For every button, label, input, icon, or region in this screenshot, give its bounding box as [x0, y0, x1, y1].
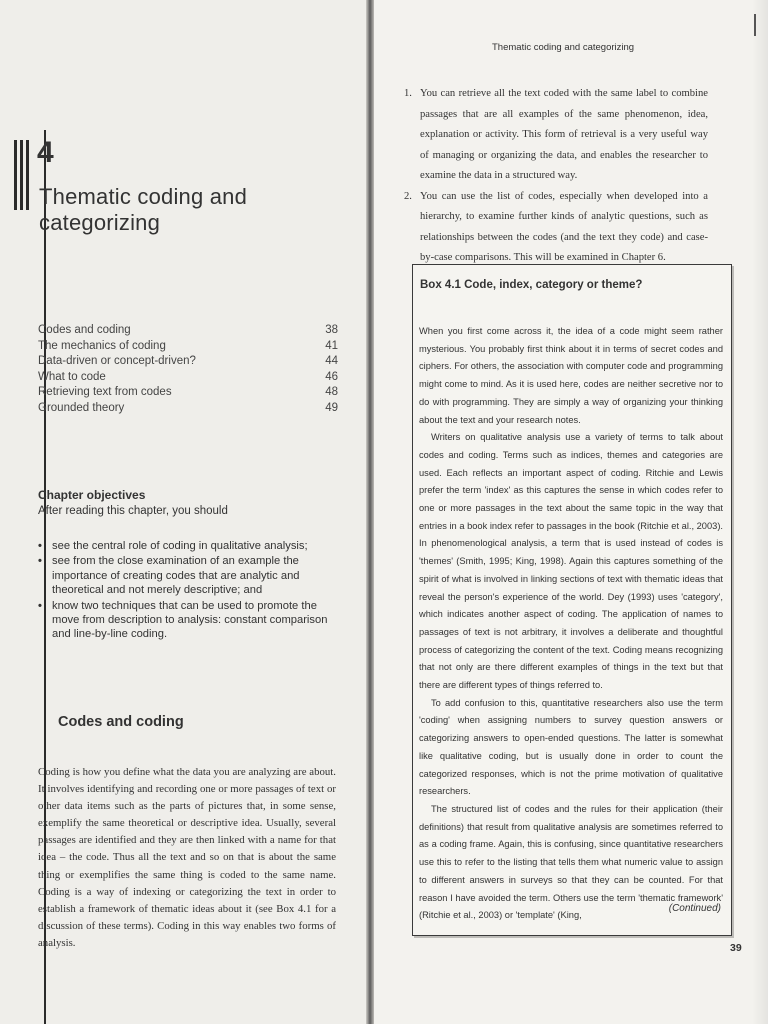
toc-page: 48 [325, 386, 338, 398]
toc-label: Data-driven or concept-driven? [38, 355, 196, 367]
list-number: 1. [404, 88, 412, 99]
toc-row [38, 401, 338, 417]
box-title: Box 4.1 Code, index, category or theme? [420, 279, 643, 291]
chapter-title: Thematic coding and categorizing [39, 184, 248, 235]
page-edge-shadow [752, 0, 768, 1024]
page-number: 39 [730, 942, 742, 954]
toc-row [38, 354, 338, 370]
toc-label: Grounded theory [38, 401, 125, 414]
chapter-objectives [38, 488, 338, 643]
scan-edge-mark [754, 14, 756, 36]
list-item [404, 84, 708, 187]
toc-row [38, 385, 338, 401]
box-continued-label: (Continued) [668, 903, 721, 914]
chapter-number: 4 [37, 136, 54, 169]
toc-page: 38 [325, 324, 338, 336]
section-heading: Codes and coding [58, 714, 184, 730]
box-paragraph: To add confusion to this, quantitative researchers also use the term 'coding' when assigning numbers to survey question answers or categorizing answers to open-ended questions. The latter is somewhat like qualitative coding, but is usually done in order to count the categorized responses, which is not the prime motivation of qualitative researchers. [419, 697, 723, 797]
book-gutter [366, 0, 374, 1024]
list-text: You can use the list of codes, especially when developed into a hierarchy, to examine further kinds of analytic questions, such as relationships between the codes (and the text they code) and case-by-case comparisons. This will be examined in Chapter 6. [420, 190, 708, 263]
toc-row [38, 323, 338, 339]
box-paragraph: Writers on qualitative analysis use a variety of terms to talk about codes and coding. Terms such as indices, themes and categories are used. Each reflects an important aspect of coding. Ritchie and Lewis prefer the term 'index' as this captures the sense in which codes refer to one or more passages in the text about the same topic in the way that entries in a book index refer to passages in the book (Ritchie et al., 2003). In phenomenological analysis, a term that is used instead of codes is 'themes' (Smith, 1995; King, 1998). Again this captures something of the spirit of what is involved in linking sections of text with thematic ideas that reveal the person's experience of the world. Dey (1993) uses 'category', which indicates another aspect of coding. The application of names to passages of text is not arbitrary, it involves a deliberate and thoughtful process of categorizing the content of the text. Coding means recognizing that not only are there different examples of things in the text but that there are different types of things referred to. [419, 432, 723, 691]
toc-label: Retrieving text from codes [38, 386, 172, 398]
toc-label: What to code [38, 370, 106, 383]
toc-page: 49 [325, 401, 338, 414]
toc-row [38, 370, 338, 386]
toc-page: 46 [325, 370, 338, 383]
toc-page: 44 [325, 355, 338, 367]
list-item: • know two techniques that can be used to promote the move from description to analysis: constant comparison and line-by-line coding. [38, 599, 338, 642]
list-text: You can retrieve all the text coded with the same label to combine passages that are all examples of the same phenomenon, idea, explanation or activity. This form of retrieval is a very useful way of managing or organizing the data, and enables the researcher to examine the data in a structured way. [420, 88, 708, 181]
box-paragraph: When you first come across it, the idea of a code might seem rather mysterious. You probably first think about it in terms of secret codes and ciphers. For others, the association with computer code and programming might come to mind. As it is used here, codes are neither secretive nor to do with programming. They are simply a way of organizing your thinking about the text and your research notes. [419, 326, 723, 425]
toc-page: 41 [325, 339, 338, 352]
toc-label: The mechanics of coding [38, 339, 166, 352]
list-item: • see from the close examination of an example the importance of creating codes that are analytic and theoretical and not merely descriptive; and [38, 554, 338, 597]
list-item: • see the central role of coding in qualitative analysis; [38, 539, 338, 553]
toc-label: Codes and coding [38, 324, 131, 336]
chapter-thumb-tab [12, 140, 36, 210]
numbered-list [404, 84, 708, 269]
objectives-list [38, 539, 338, 642]
toc-row [38, 339, 338, 355]
box-paragraph: The structured list of codes and the rules for their application (their definitions) that result from qualitative analysis are sometimes referred to as a coding frame. Again, this is confusing, since quantitative researchers use this to refer to the listing that tells them what numeric value to assign to different answers in surveys so that they can be counted. For that reason I have avoided the term. Others use the term 'thematic framework' (Ritchie et al., 2003) or 'template' (King, [419, 803, 723, 921]
box-body [419, 323, 723, 925]
body-paragraph: Coding is how you define what the data you are analyzing are about. It involves identifying and recording one or more passages of text or other data items such as the parts of pictures that, in some sense, exemplify the same theoretical or descriptive idea. Usually, several passages are identified and they are then linked with a name for that idea – the code. Thus all the text and so on that is about the same thing or exemplifies the same thing is coded to the same name. Coding is a way of indexing or categorizing the text in order to establish a framework of thematic ideas about it (see Box 4.1 for a discussion of these terms). Coding in this way enables two forms of analysis. [38, 766, 336, 949]
list-number: 2. [404, 190, 412, 202]
left-page [0, 0, 372, 1024]
text-box [412, 264, 732, 936]
objectives-intro: After reading this chapter, you should [38, 505, 228, 517]
objectives-heading: Chapter objectives [38, 488, 146, 502]
list-item [404, 187, 708, 269]
chapter-contents [38, 323, 338, 416]
running-head: Thematic coding and categorizing [492, 42, 635, 53]
